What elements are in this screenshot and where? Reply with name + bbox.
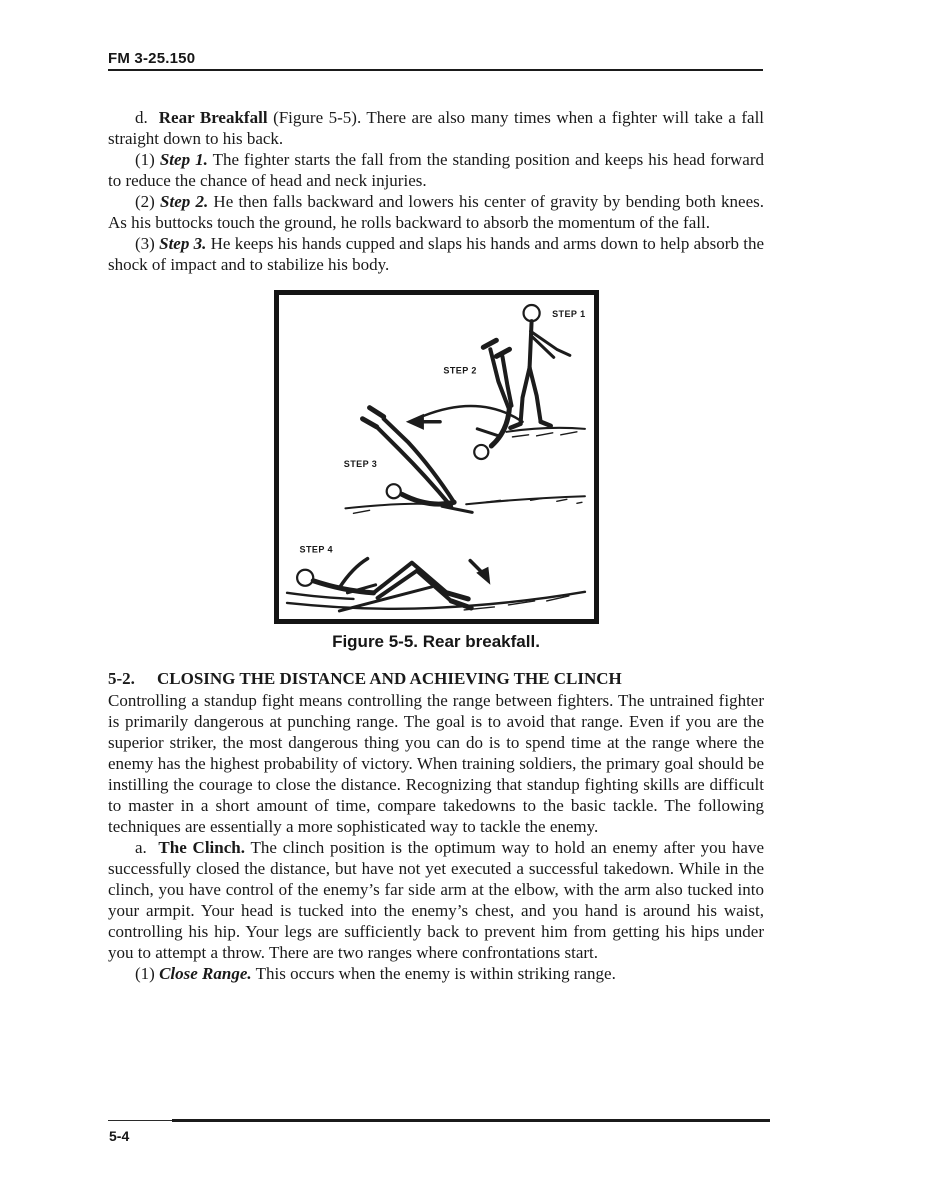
paragraph-the-clinch xyxy=(108,837,764,963)
step2-falling-figure xyxy=(474,340,511,459)
paragraph-label: d. xyxy=(135,108,148,127)
section-heading xyxy=(108,668,764,689)
paragraph-close-range xyxy=(108,963,764,984)
figure-caption: Figure 5-5. Rear breakfall. xyxy=(332,632,540,651)
paragraph-step-2 xyxy=(108,191,764,233)
step-number: (1) xyxy=(135,150,155,169)
step-text: He keeps his hands cupped and slaps his hands and arms down to help absorb the shock of impact and to stabilize his body. xyxy=(108,234,764,274)
paragraph-step-1 xyxy=(108,149,764,191)
step-number: (3) xyxy=(135,234,155,253)
step1-label: STEP 1 xyxy=(551,309,586,320)
paragraph-text: The clinch position is the optimum way to hold an enemy after you have successfully closed the distance, but have not yet executed a successful takedown. While in the clinch, you have control of the enemy’s far side arm at the elbow, with the arm also tucked into your armpit. Your head is tucked into the enemy’s chest, and you hand is around his waist, controlling his hip. Your legs are sufficiently back to prevent him from getting his hips under you to attempt a throw. There are two ranges where confrontations start. xyxy=(108,838,764,962)
manual-number: FM 3-25.150 xyxy=(108,50,196,67)
content-column xyxy=(108,107,764,984)
step-title: Step 3. xyxy=(159,234,207,253)
paragraph-rear-breakfall xyxy=(108,107,764,149)
step-text: The fighter starts the fall from the standing position and keeps his head forward to reduce the chance of head and neck injuries. xyxy=(108,150,764,190)
section-body-paragraph: Controlling a standup fight means controlling the range between fighters. The untrained fighter is primarily dangerous at punching range. The goal is to avoid that range. Even if you are the superior striker, the most dangerous thing you can do is to spend time at the range where the enemy has the highest probability of victory. When training soldiers, the primary goal should be instilling the courage to close the distance. Recognizing that standup fighting skills are difficult to master in a short amount of time, compare takedowns to the basic tackle. The following techniques are essentially a more sophisticated way to tackle the enemy. xyxy=(108,691,764,836)
paragraph-title: Rear Breakfall xyxy=(158,108,268,127)
motion-arrow-down-icon xyxy=(470,561,490,585)
paragraph-label: a. xyxy=(135,838,147,857)
page-header xyxy=(108,50,764,71)
step-title: Step 1. xyxy=(159,150,208,169)
step-number: (2) xyxy=(135,192,155,211)
motion-arrow-left-icon xyxy=(405,414,439,430)
paragraph-text: (Figure 5-5). There are also many times when a fighter will take a fall straight down to his back. xyxy=(108,108,765,148)
step-text: This occurs when the enemy is within striking range. xyxy=(255,964,616,983)
ground-lines xyxy=(287,406,585,611)
step1-standing-figure xyxy=(510,305,569,428)
section-number: 5-2. xyxy=(108,669,135,688)
step-title: Close Range. xyxy=(159,964,252,983)
step4-label: STEP 4 xyxy=(299,544,333,555)
step2-label: STEP 2 xyxy=(442,365,477,376)
step-number: (1) xyxy=(135,964,155,983)
page-number: 5-4 xyxy=(109,1128,130,1144)
paragraph-title: The Clinch. xyxy=(158,838,245,857)
step-text: He then falls backward and lowers his center of gravity by bending both knees. As his buttocks touch the ground, he rolls backward to absorb the momentum of the fall. xyxy=(108,192,764,232)
header-rule xyxy=(108,69,763,71)
rear-breakfall-illustration xyxy=(283,299,590,615)
figure-5-5 xyxy=(108,290,764,652)
footer-rule-thin xyxy=(108,1120,174,1121)
figure-frame xyxy=(274,290,599,624)
step3-label: STEP 3 xyxy=(343,459,377,470)
footer-rule xyxy=(172,1119,770,1122)
step-title: Step 2. xyxy=(160,192,209,211)
paragraph-step-3 xyxy=(108,233,764,275)
section-title: CLOSING THE DISTANCE AND ACHIEVING THE CLINCH xyxy=(157,669,622,688)
